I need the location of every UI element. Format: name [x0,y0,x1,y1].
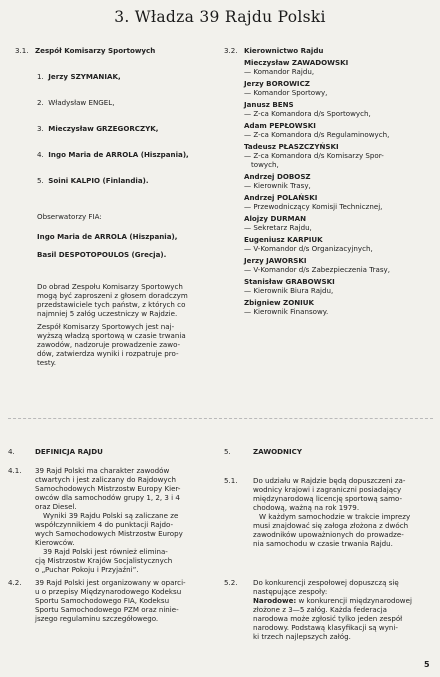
text-line: ctwartych i jest zaliczany do Rajdowych [35,475,177,484]
paragraph-5-2 [253,578,412,641]
text-line: oraz Diesel. [35,502,77,511]
text-line: zawodów, nadzoruje prowadzenie zawo- [37,340,181,349]
section-number: 4. [8,447,15,456]
list-item [244,79,390,97]
paragraph-number: 5.1. [224,476,238,485]
paragraph-4-2 [35,578,186,623]
text-line: Samochodowych Mistrzostw Europy Kier- [35,484,181,493]
person-role: — Komandor Rajdu, [244,67,315,76]
text-line [253,596,412,605]
observer-item: Basil DESPOTOPOULOS (Grecja). [37,250,167,259]
list-item [244,58,390,76]
person-name: Eugeniusz KARPIUK [244,235,323,244]
list-item [244,121,390,139]
text-line: jszego regulaminu szczegółowego. [35,614,159,623]
observers-heading: Obserwatorzy FIA: [37,212,102,221]
text-line: Do udziału w Rajdzie będą dopuszczeni za- [253,476,406,485]
person-name: Andrzej POLAŃSKI [244,193,318,202]
text-line: chodową, ważną na rok 1979. [253,503,360,512]
paragraph-authority [37,322,186,367]
text-line: ki trzech najlepszych załóg. [253,632,351,641]
text-line: międzynarodową licencję sportową samo- [253,494,403,503]
text-line: Zespół Komisarzy Sportowych jest naj- [37,322,175,331]
person-role: — V-Komandor d/s Zabezpieczenia Trasy, [244,265,390,274]
list-item [244,235,390,253]
person-name: Mieczysław ZAWADOWSKI [244,58,349,67]
list-item [244,142,390,169]
person-role: — V-Komandor d/s Organizacyjnych, [244,244,373,253]
text-line: Do konkurencji zespołowej dopuszczą się [253,578,399,587]
person-name: Alojzy DURMAN [244,214,307,223]
list-item [244,256,390,274]
page-title: 3. Władza 39 Rajdu Polski [114,8,326,26]
paragraph-number: 4.2. [8,578,22,587]
person-role: — Kierownik Biura Rajdu, [244,286,334,295]
paragraph-number: 4.1. [8,466,22,475]
text-line: wych Samochodowych Mistrzostw Europy [35,529,183,538]
list-item [244,298,390,316]
person-name: Andrzej DOBOSZ [244,172,311,181]
commissioners-list [37,72,189,202]
section-number: 5. [224,447,231,456]
section-divider [8,418,433,419]
text-line: 39 Rajd Polski jest organizowany w oparci- [35,578,186,587]
text-line: współczynnikiem 4 do punktacji Rajdo- [35,520,174,529]
person-role: — Z-ca Komandora d/s Regulaminowych, [244,130,390,139]
person-role: — Z-ca Komandora d/s Komisarzy Spor- [244,151,384,160]
list-item [244,193,390,211]
text-line: najmniej 5 załóg uczestniczy w Rajdzie. [37,309,178,318]
observer-item: Ingo Maria de ARROLA (Hiszpania), [37,232,178,241]
text-line: cją Mistrzostw Krajów Socjalistycznych [35,556,173,565]
section-heading: DEFINICJA RAJDU [35,447,103,456]
person-name: Tadeusz PŁASZCZYŃSKI [244,142,339,151]
paragraph-4-1 [35,466,183,574]
person-name: Zbigniew ZONIUK [244,298,315,307]
text-line: narodowy. Podstawą klasyfikacji są wyni- [253,623,398,632]
person-name: Jerzy BOROWICZ [244,79,310,88]
text-line: narodowa może zgłosić tylko jeden zespół [253,614,403,623]
text-line: musi znajdować się załoga złożona z dwóch [253,521,409,530]
text-line: W każdym samochodzie w trakcie imprezy [259,512,411,521]
list-item: 2. Władysław ENGEL, [37,98,115,107]
term-label: Narodowe: [253,596,297,605]
list-item [244,277,390,295]
text-line: wodnicy krajowi i zagraniczni posiadający [253,485,402,494]
text-line: zawodników upoważnionych do prowadze- [253,530,404,539]
person-name: Jerzy JAWORSKI [244,256,307,265]
person-role: towych, [251,160,279,169]
page-number: 5 [424,660,430,669]
paragraph-5-1 [253,476,410,548]
text-line: przedstawiciele tych państw, z których co [37,300,186,309]
paragraph-number: 5.2. [224,578,238,587]
text-line: nia samochodu w czasie trwania Rajdu. [253,539,393,548]
text-line: testy. [37,358,57,367]
list-item: 3. Mieczysław GRZEGORCZYK, [37,124,159,133]
person-name: Adam PEPŁOWSKI [244,121,316,130]
text-line: 39 Rajd Polski ma charakter zawodów [35,466,170,475]
text-line: wyższą władzą sportową w czasie trwania [37,331,186,340]
text-line: Kierowców. [35,538,75,547]
person-role: — Przewodniczący Komisji Technicznej, [244,202,383,211]
text-line: następujące zespoły: [253,587,328,596]
list-item: 4. Ingo Maria de ARROLA (Hiszpania), [37,150,189,159]
person-role: — Komandor Sportowy, [244,88,328,97]
list-item [244,100,390,118]
person-role: — Kierownik Finansowy. [244,307,329,316]
paragraph-invitations [37,282,188,318]
text-line: Wyniki 39 Rajdu Polski są zaliczane ze [43,511,179,520]
text-line: owców dla samochodów grupy 1, 2, 3 i 4 [35,493,180,502]
text-line: Do obrad Zespołu Komisarzy Sportowych [37,282,183,291]
section-heading: ZAWODNICY [253,447,302,456]
list-item [244,214,390,232]
text-line: 39 Rajd Polski jest również elimina- [43,547,168,556]
text-line: Sportu Samochodowego FIA, Kodeksu [35,596,170,605]
person-role: — Z-ca Komandora d/s Sportowych, [244,109,371,118]
section-heading: Kierownictwo Rajdu [244,46,324,55]
term-text: w konkurencji międzynarodowej [296,596,412,605]
text-line: złożone z 3—5 załóg. Każda federacja [253,605,387,614]
list-item: 5. Soini KALPIO (Finlandia). [37,176,149,185]
section-number: 3.2. [224,46,238,55]
list-item: 1. Jerzy SZYMANIAK, [37,72,121,81]
text-line: o „Puchar Pokoju i Przyjaźni”. [35,565,139,574]
section-heading: Zespół Komisarzy Sportowych [35,46,156,55]
text-line: dów, zatwierdza wyniki i rozpatruje pro- [37,349,179,358]
text-line: mogą być zaproszeni z głosem doradczym [37,291,188,300]
person-name: Janusz BENS [244,100,294,109]
management-list [244,58,390,319]
person-role: — Sekretarz Rajdu, [244,223,312,232]
section-number: 3.1. [15,46,29,55]
list-item [244,172,390,190]
text-line: u o przepisy Międzynarodowego Kodeksu [35,587,182,596]
person-role: — Kierownik Trasy, [244,181,311,190]
person-name: Stanisław GRABOWSKI [244,277,335,286]
text-line: Sportu Samochodowego PZM oraz ninie- [35,605,179,614]
